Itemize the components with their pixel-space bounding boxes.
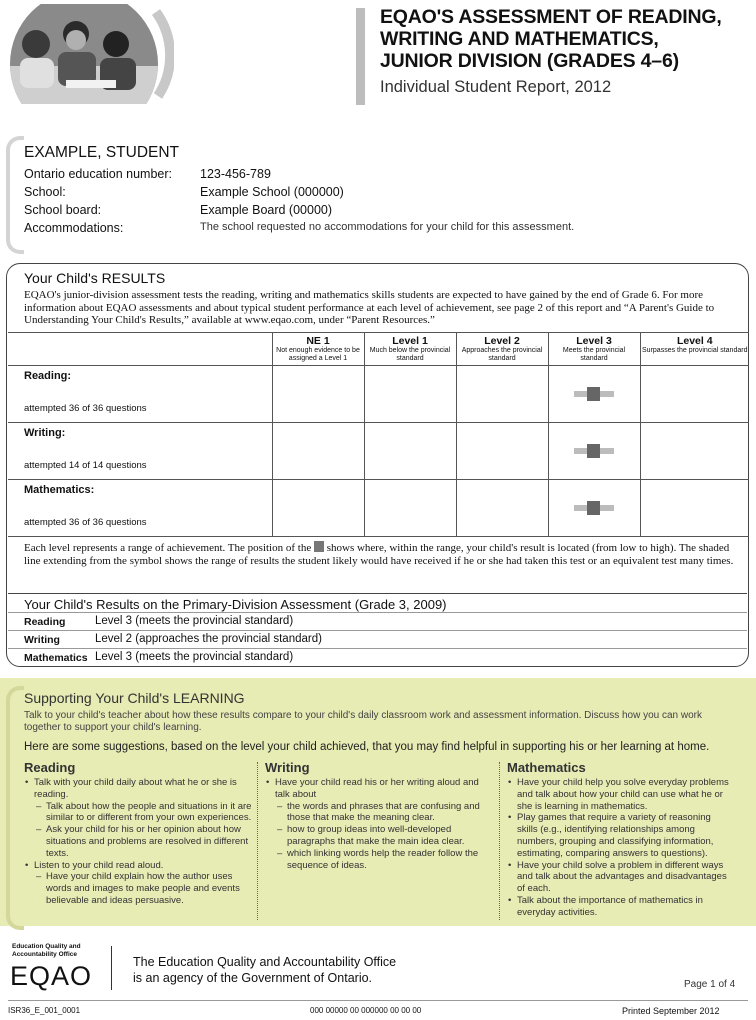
level-desc: Much below the provincial standard — [369, 347, 451, 362]
info-bracket — [6, 136, 24, 254]
learning-suggestions: Here are some suggestions, based on the level your child achieved, that you may find helpful in supporting his or her learning at home. — [24, 741, 710, 753]
learning-intro: Talk to your child's teacher about how these results compare to your child's daily classroom work and assessment information. Discuss how you can work together to support your child's learning. — [24, 710, 703, 733]
primary-heading: Your Child's Results on the Primary-Division Assessment (Grade 3, 2009) — [24, 597, 447, 612]
primary-subject: Reading — [24, 616, 66, 628]
result-position-icon — [587, 501, 600, 515]
level-cell — [640, 480, 749, 537]
level-cell — [456, 480, 548, 537]
org-name-small — [12, 943, 81, 959]
title-line-2: WRITING AND MATHEMATICS, — [380, 28, 659, 50]
reading-row — [8, 366, 749, 423]
range-note-part2: shows where, within the range, your child's result is located (from low to high). The shaded line extending from the symbol shows the range of results the student likely would have received if he or she had taken this test or an equivalent test many times. — [24, 542, 734, 567]
result-position-icon — [587, 444, 600, 458]
level-desc: Meets the provincial standard — [562, 347, 626, 362]
learning-heading-prefix: Supporting Your Child's — [24, 690, 173, 706]
agency-statement — [133, 954, 396, 986]
agency-line-2: is an agency of the Government of Ontario. — [133, 971, 373, 985]
level-desc: Surpasses the provincial standard — [642, 347, 748, 354]
tip-item: • Talk with your child daily about what he or she is reading. — [34, 777, 254, 801]
tip-item: • Have your child solve a problem in different ways and talk about the advantages and disadvantages of each. — [517, 860, 732, 895]
primary-value: Level 3 (meets the provincial standard) — [95, 651, 294, 663]
reading-tips-column — [24, 760, 254, 907]
reading-label-cell — [8, 366, 272, 423]
level-header-2 — [456, 333, 548, 366]
tip-item: • Listen to your child read aloud. — [34, 860, 254, 872]
tip-item: • Have your child read his or her writing aloud and talk about — [275, 777, 495, 801]
accommodations-label: Accommodations: — [24, 221, 124, 235]
writing-tips-column — [265, 760, 495, 871]
oen-value: 123-456-789 — [200, 167, 271, 181]
level-title: NE 1 — [306, 335, 330, 347]
document-code: ISR36_E_001_0001 — [8, 1006, 81, 1015]
board-label: School board: — [24, 203, 102, 217]
learning-bracket — [6, 686, 24, 930]
result-marker — [574, 444, 614, 458]
level-title: Level 1 — [392, 335, 428, 347]
level-desc: Not enough evidence to be assigned a Level 1 — [276, 347, 360, 362]
subject-name: Reading: — [24, 370, 72, 382]
header-blank — [8, 333, 272, 366]
column-divider — [499, 762, 500, 920]
level-cell — [640, 366, 749, 423]
agency-line-1: The Education Quality and Accountability Office — [133, 955, 397, 969]
mathematics-row — [8, 480, 749, 537]
writing-row — [8, 423, 749, 480]
title-line-3: JUNIOR DIVISION (GRADES 4–6) — [380, 50, 679, 72]
subject-name: Writing: — [24, 427, 66, 439]
result-marker — [574, 501, 614, 515]
level-cell — [364, 423, 456, 480]
primary-value: Level 3 (meets the provincial standard) — [95, 615, 294, 627]
range-note-part1: Each level represents a range of achievement. The position of the — [24, 542, 314, 554]
tips-list — [265, 777, 495, 871]
results-heading-prefix: Your Child's — [24, 270, 102, 286]
accommodations-value: The school requested no accommodations for your child for this assessment. — [200, 221, 575, 233]
attempted-count: attempted 36 of 36 questions — [24, 517, 147, 528]
org-line-2: Accountability Office — [12, 951, 78, 958]
tip-item: • Play games that require a variety of reasoning skills (e.g., identifying relationships among numbers, grouping and classifying information, estimating, comparing answers to questions). — [517, 812, 732, 859]
tip-item: – which linking words help the reader follow the sequence of ideas. — [275, 848, 495, 872]
primary-subject: Mathematics — [24, 652, 88, 664]
printed-date: Printed September 2012 — [622, 1006, 720, 1016]
result-marker — [574, 387, 614, 401]
footer-rule — [8, 1000, 748, 1001]
primary-row-reading — [8, 612, 747, 631]
column-divider — [257, 762, 258, 920]
level-cell — [640, 423, 749, 480]
students-photo — [6, 4, 174, 104]
level-header-ne1 — [272, 333, 364, 366]
learning-heading-bold: LEARNING — [173, 690, 245, 706]
school-label: School: — [24, 185, 66, 199]
column-title: Writing — [265, 760, 310, 775]
tip-item: – how to group ideas into well-developed paragraphs that make the main idea clear. — [275, 824, 495, 848]
title-line-1: EQAO'S ASSESSMENT OF READING, — [380, 6, 722, 28]
page-number: Page 1 of 4 — [684, 979, 736, 990]
tip-item: • Talk about the importance of mathematics in everyday activities. — [517, 895, 732, 919]
level-cell — [364, 366, 456, 423]
board-value: Example Board (00000) — [200, 203, 333, 217]
eqao-logo: EQAO — [10, 961, 93, 991]
level-cell — [272, 480, 364, 537]
level-title: Level 4 — [676, 335, 713, 347]
results-heading — [24, 270, 165, 286]
footer-divider — [111, 946, 112, 990]
level-header-1 — [364, 333, 456, 366]
tips-list — [24, 777, 254, 907]
level-cell — [548, 480, 640, 537]
level-desc: Approaches the provincial standard — [461, 347, 543, 362]
mathematics-label-cell — [8, 480, 272, 537]
results-intro: EQAO's junior-division assessment tests the reading, writing and mathematics skills students are expected to have gained by the end of Grade 6. For more information about EQAO assessments and about typical student performance at each level of achievement, see page 2 of this report and “A Parent's Guide to Understanding Your Child's Results,” available at www.eqao.com, under “Parent Resources.” — [24, 289, 715, 326]
column-title: Mathematics — [507, 760, 586, 775]
learning-heading — [24, 690, 245, 706]
level-cell — [456, 423, 548, 480]
level-cell — [456, 366, 548, 423]
primary-row-mathematics — [8, 648, 747, 667]
level-cell — [364, 480, 456, 537]
level-cell — [272, 366, 364, 423]
attempted-count: attempted 36 of 36 questions — [24, 403, 147, 414]
primary-divider — [8, 593, 747, 594]
primary-subject: Writing — [24, 634, 60, 646]
level-header-4 — [640, 333, 749, 366]
tips-list — [507, 777, 732, 919]
level-header-3 — [548, 333, 640, 366]
primary-row-writing — [8, 630, 747, 649]
level-title: Level 3 — [576, 335, 612, 347]
tip-item: • Have your child help you solve everyday problems and talk about how your child can use what he or she is learning in mathematics. — [517, 777, 732, 812]
tip-item: – Ask your child for his or her opinion about how situations and problems are resolved in different texts. — [34, 824, 254, 859]
subject-name: Mathematics: — [24, 484, 95, 496]
tip-item: – Talk about how the people and situations in it are similar to or different from your own experiences. — [34, 801, 254, 825]
marker-symbol-icon — [314, 541, 324, 552]
range-note — [24, 541, 740, 568]
results-heading-bold: RESULTS — [101, 270, 166, 286]
level-cell — [272, 423, 364, 480]
results-table — [8, 332, 749, 537]
barcode-number: 000 00000 00 000000 00 00 00 — [310, 1006, 422, 1015]
title-accent-bar — [356, 8, 365, 105]
level-cell — [548, 366, 640, 423]
primary-value: Level 2 (approaches the provincial standard) — [95, 633, 322, 645]
mathematics-tips-column — [507, 760, 732, 919]
column-title: Reading — [24, 760, 76, 775]
level-cell — [548, 423, 640, 480]
levels-header-row — [8, 333, 749, 366]
tip-item: – the words and phrases that are confusing and those that make the meaning clear. — [275, 801, 495, 825]
report-title — [380, 6, 750, 97]
school-value: Example School (000000) — [200, 185, 344, 199]
writing-label-cell — [8, 423, 272, 480]
result-position-icon — [587, 387, 600, 401]
attempted-count: attempted 14 of 14 questions — [24, 460, 147, 471]
org-line-1: Education Quality and — [12, 943, 81, 950]
student-name: EXAMPLE, STUDENT — [24, 144, 180, 161]
report-subtitle: Individual Student Report, 2012 — [380, 78, 612, 96]
oen-label: Ontario education number: — [24, 167, 173, 181]
tip-item: – Have your child explain how the author uses words and images to make people and events believable and ideas persuasive. — [34, 871, 254, 906]
level-title: Level 2 — [484, 335, 520, 347]
